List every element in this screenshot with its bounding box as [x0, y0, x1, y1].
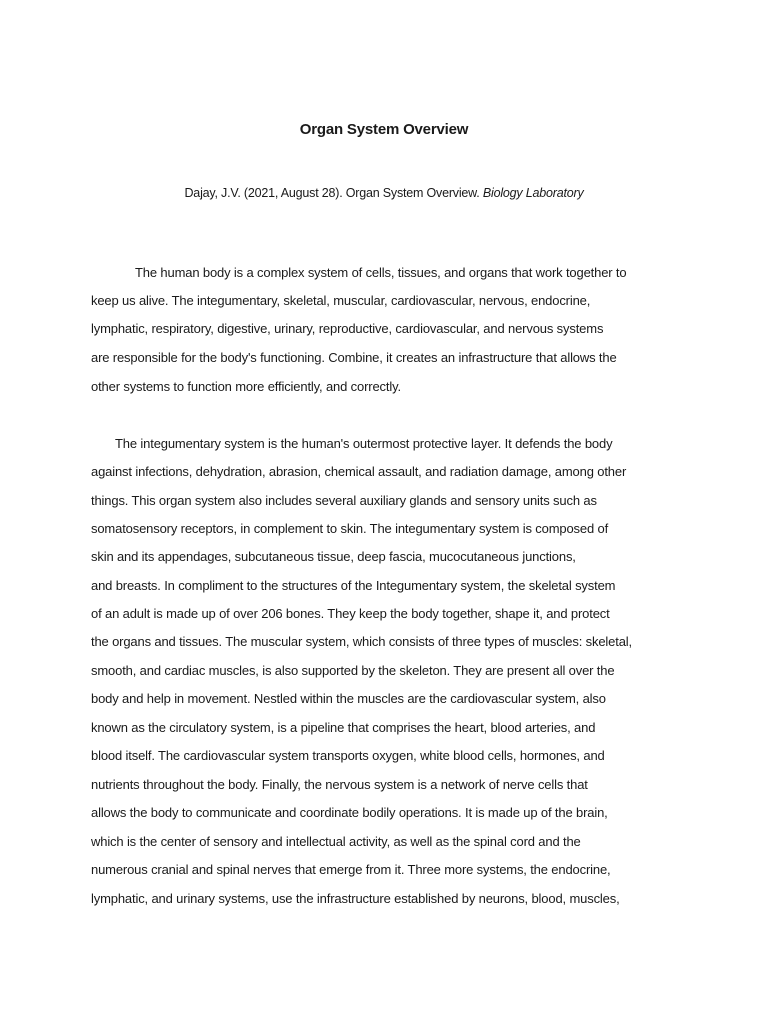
paragraph-1-line: other systems to function more efficiently, and correctly. — [91, 379, 401, 394]
paragraph-2-line: allows the body to communicate and coordinate bodily operations. It is made up of the brain, — [91, 805, 608, 820]
citation-text: Dajay, J.V. (2021, August 28). Organ System Overview. — [184, 186, 483, 200]
paragraph-2-line: The integumentary system is the human's outermost protective layer. It defends the body — [115, 436, 613, 451]
paragraph-2-line: nutrients throughout the body. Finally, the nervous system is a network of nerve cells that — [91, 777, 588, 792]
paragraph-2-line: things. This organ system also includes several auxiliary glands and sensory units such as — [91, 493, 597, 508]
paragraph-2-line: known as the circulatory system, is a pipeline that comprises the heart, blood arteries, and — [91, 720, 596, 735]
paragraph-2-line: against infections, dehydration, abrasion, chemical assault, and radiation damage, among other — [91, 464, 627, 479]
paragraph-2-line: numerous cranial and spinal nerves that emerge from it. Three more systems, the endocrine, — [91, 862, 611, 877]
paragraph-2-line: which is the center of sensory and intellectual activity, as well as the spinal cord and the — [91, 834, 581, 849]
paragraph-2-line: the organs and tissues. The muscular system, which consists of three types of muscles: skeletal, — [91, 634, 632, 649]
paragraph-1-line: The human body is a complex system of cells, tissues, and organs that work together to — [135, 265, 627, 280]
document-title: Organ System Overview — [299, 121, 469, 138]
paragraph-2-line: blood itself. The cardiovascular system transports oxygen, white blood cells, hormones, and — [91, 748, 605, 763]
paragraph-2-line: somatosensory receptors, in complement to skin. The integumentary system is composed of — [91, 521, 609, 536]
paragraph-2-line: and breasts. In compliment to the structures of the Integumentary system, the skeletal system — [91, 578, 616, 593]
paragraph-1-line: keep us alive. The integumentary, skeletal, muscular, cardiovascular, nervous, endocrine, — [91, 293, 591, 308]
paragraph-1-line: lymphatic, respiratory, digestive, urinary, reproductive, cardiovascular, and nervous systems — [91, 321, 604, 336]
paragraph-2-line: body and help in movement. Nestled within the muscles are the cardiovascular system, also — [91, 691, 606, 706]
citation — [0, 186, 768, 200]
paragraph-2-line: lymphatic, and urinary systems, use the infrastructure established by neurons, blood, muscles, — [91, 891, 620, 906]
paragraph-2-line: smooth, and cardiac muscles, is also supported by the skeleton. They are present all over the — [91, 663, 615, 678]
paragraph-2-line: skin and its appendages, subcutaneous tissue, deep fascia, mucocutaneous junctions, — [91, 549, 576, 564]
paragraph-2-line: of an adult is made up of over 206 bones. They keep the body together, shape it, and protect — [91, 606, 610, 621]
citation-journal: Biology Laboratory — [482, 186, 584, 200]
paragraph-1-line: are responsible for the body's functioning. Combine, it creates an infrastructure that allows the — [91, 350, 617, 365]
